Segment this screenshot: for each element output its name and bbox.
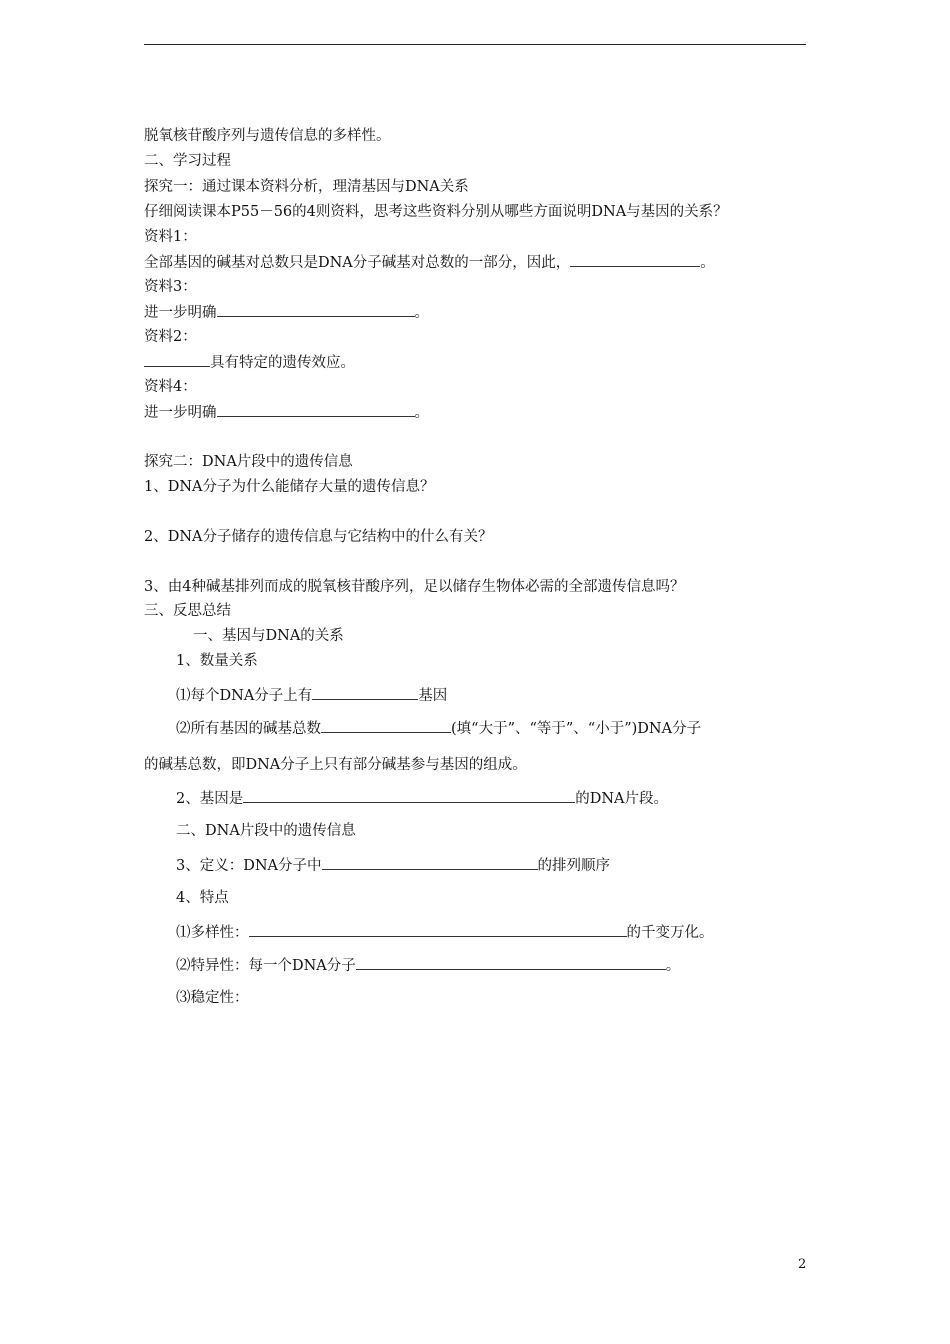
- answer-blank[interactable]: [243, 789, 575, 803]
- fill-in-line: [144, 353, 355, 372]
- fill-in-line: [176, 719, 701, 738]
- line-text: 资料2：: [144, 329, 197, 345]
- summary-item: [176, 652, 258, 670]
- line-text: ⑴多样性：: [176, 925, 249, 941]
- line-text: 的排列顺序: [537, 858, 611, 874]
- line-text: (填“大于”、“等于”、“小于”)DNA分子: [451, 721, 702, 737]
- summary-heading: [193, 627, 344, 645]
- text-line: [144, 228, 197, 246]
- subsection-heading: [144, 453, 353, 471]
- answer-blank[interactable]: [570, 253, 700, 267]
- answer-blank[interactable]: [322, 856, 538, 870]
- answer-blank[interactable]: [356, 956, 666, 970]
- line-text: 的DNA片段。: [575, 791, 669, 807]
- line-text: 一、基因与DNA的关系: [193, 628, 344, 644]
- line-text: 进一步明确: [144, 305, 217, 321]
- line-text: 4、特点: [176, 890, 229, 906]
- fill-in-line: [144, 253, 715, 272]
- summary-item: [176, 989, 249, 1007]
- line-text: 资料3：: [144, 279, 197, 295]
- line-text: 1、数量关系: [176, 653, 258, 669]
- line-text: 的碱基总数，即DNA分子上只有部分碱基参与基因的组成。: [144, 757, 527, 773]
- text-line: [144, 756, 527, 774]
- answer-blank[interactable]: [217, 303, 415, 317]
- line-text: ⑵所有基因的碱基总数: [176, 721, 321, 737]
- line-text: 二、学习过程: [144, 153, 231, 169]
- fill-in-line: [176, 686, 447, 705]
- line-text: 具有特定的遗传效应。: [210, 355, 355, 371]
- text-line: [144, 203, 728, 221]
- line-text: 探究一：通过课本资料分析，理清基因与DNA关系: [144, 179, 469, 195]
- line-text: 脱氧核苷酸序列与遗传信息的多样性。: [144, 128, 391, 144]
- summary-heading: [176, 822, 356, 840]
- question-2: [144, 528, 493, 546]
- fill-in-line: [176, 923, 714, 942]
- section-heading: [144, 152, 231, 170]
- line-text: 基因: [418, 688, 448, 704]
- line-text: 3、定义：DNA分子中: [176, 858, 322, 874]
- line-text: 仔细阅读课本P55－56的4则资料，思考这些资料分别从哪些方面说明DNA与基因的关系？: [144, 204, 728, 220]
- line-text: ⑵特异性：每一个DNA分子: [176, 958, 356, 974]
- question-1: [144, 478, 435, 496]
- answer-blank[interactable]: [249, 923, 627, 937]
- answer-blank[interactable]: [312, 686, 418, 700]
- line-text: ⑴每个DNA分子上有: [176, 688, 313, 704]
- summary-item: [176, 889, 229, 907]
- fill-in-line: [176, 856, 610, 875]
- fill-in-line: [144, 303, 429, 322]
- line-text: 资料4：: [144, 379, 197, 395]
- text-line: [144, 328, 197, 346]
- fill-in-line: [176, 789, 668, 808]
- text-line: [144, 278, 197, 296]
- line-text: 2、DNA分子储存的遗传信息与它结构中的什么有关？: [144, 529, 493, 545]
- fill-in-line: [176, 956, 680, 975]
- line-text: 。: [665, 958, 681, 974]
- line-text: ⑶稳定性：: [176, 990, 249, 1006]
- text-line: [144, 378, 197, 396]
- section-heading: [144, 602, 231, 620]
- line-text: 探究二：DNA片段中的遗传信息: [144, 454, 353, 470]
- fill-in-line: [144, 403, 429, 422]
- line-text: 全部基因的碱基对总数只是DNA分子碱基对总数的一部分，因此，: [144, 255, 571, 271]
- line-text: 2、基因是: [176, 791, 244, 807]
- line-text: 3、由4种碱基排列而成的脱氧核苷酸序列，足以储存生物体必需的全部遗传信息吗？: [144, 579, 685, 595]
- line-text: 。: [700, 255, 715, 271]
- line-text: 进一步明确: [144, 405, 217, 421]
- subsection-heading: [144, 178, 469, 196]
- text-line: [144, 127, 391, 145]
- question-3: [144, 578, 684, 596]
- line-text: 二、DNA片段中的遗传信息: [176, 823, 356, 839]
- page-number: 2: [798, 1257, 807, 1272]
- line-text: 。: [414, 305, 429, 321]
- answer-blank[interactable]: [144, 353, 210, 367]
- line-text: 资料1：: [144, 229, 197, 245]
- line-text: 三、反思总结: [144, 603, 231, 619]
- line-text: 1、DNA分子为什么能储存大量的遗传信息？: [144, 479, 435, 495]
- line-text: 的千变万化。: [626, 925, 714, 941]
- header-rule: [144, 44, 806, 45]
- line-text: 。: [414, 405, 429, 421]
- answer-blank[interactable]: [217, 403, 415, 417]
- answer-blank[interactable]: [321, 719, 451, 733]
